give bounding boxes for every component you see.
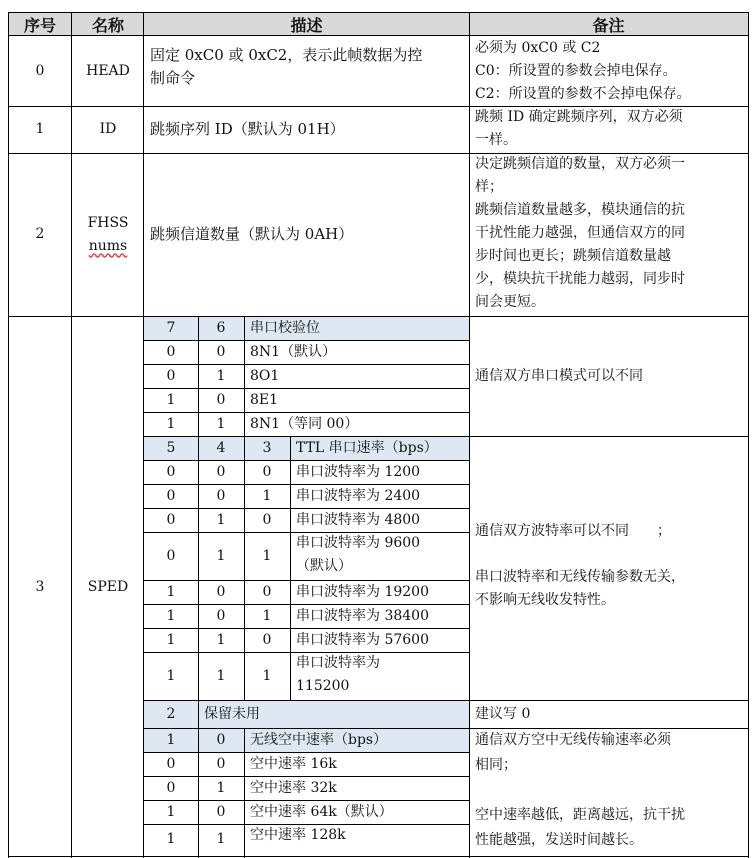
row-2-note-line: 决定跳频信道的数量，双方必须一 [475, 156, 685, 172]
grid-line [8, 35, 749, 36]
baud-cell-line: 串口波特率为 [296, 655, 380, 671]
row-2-description: 跳频信道数量（默认为 0AH） [150, 225, 354, 243]
baud-note-line: 通信双方波特率可以不同 ； [475, 523, 671, 539]
row-0-note-line: 必须为 0xC0 或 C2 [475, 40, 601, 56]
grid-line [8, 12, 9, 858]
baud-cell: 0 [216, 463, 226, 480]
baud-note [469, 436, 748, 700]
row-2-note-line: 少，模块抗干扰能力越弱，同步时 [475, 271, 685, 287]
air-cell: 0 [166, 779, 176, 796]
row-2-note [469, 153, 748, 316]
row-2-name [72, 153, 144, 316]
air-cell: 1 [166, 803, 176, 820]
baud-cell-line: （默认） [296, 558, 352, 574]
grid-line [144, 628, 469, 629]
row-2-note-line: 干扰性能力越强，但通信双方的同 [475, 225, 685, 241]
baud-cell: 0 [216, 583, 226, 600]
baud-cell: 串口波特率为 1200 [296, 463, 421, 480]
row-2-note-line: 步时间也更长；跳频信道数量越 [475, 248, 671, 264]
air-note-line: 空中速率越低，距离越远，抗干扰 [475, 807, 685, 823]
grid-line [144, 388, 469, 389]
grid-line [8, 153, 749, 154]
baud-cell-line: 115200 [296, 678, 350, 694]
parity-cell: 1 [216, 415, 226, 432]
grid-line [144, 752, 469, 753]
grid-line [469, 12, 470, 858]
baud-cell: 串口波特率为 57600 [296, 631, 429, 648]
air-note-line: 性能越强，发送时间越长。 [475, 832, 643, 848]
grid-line [144, 436, 749, 437]
grid-line [144, 364, 469, 365]
parity-cell: 8N1（等同 00） [250, 415, 359, 432]
row-1-note-line: 一样。 [475, 132, 517, 148]
baud-cell: 串口波特率为 4800 [296, 511, 421, 528]
row-0-index: 0 [35, 62, 45, 79]
parity-header-label: 串口校验位 [250, 319, 320, 336]
air-cell: 0 [216, 755, 226, 772]
parity-note: 通信双方串口模式可以不同 [475, 367, 643, 384]
parity-header-bit6: 6 [216, 319, 226, 336]
row-3-index: 3 [35, 578, 45, 595]
grid-line [144, 604, 469, 605]
baud-cell-line: 串口波特率为 9600 [296, 535, 421, 551]
parity-cell: 0 [216, 343, 226, 360]
baud-cell: 1 [166, 631, 176, 648]
grid-line [144, 340, 469, 341]
row-0-description-line1: 固定 0xC0 或 0xC2，表示此帧数据为控 [150, 46, 423, 64]
row-1-note [469, 106, 748, 153]
grid-line [144, 508, 469, 509]
parity-cell: 8O1 [250, 367, 280, 384]
baud-cell: 1 [216, 547, 226, 564]
grid-line [244, 728, 245, 858]
baud-cell: 0 [166, 547, 176, 564]
reserved-note: 建议写 0 [475, 705, 531, 722]
baud-cell [290, 652, 469, 700]
air-header-bit0: 0 [216, 731, 226, 748]
air-cell: 空中速率 128k [250, 827, 346, 843]
baud-cell: 0 [262, 631, 272, 648]
row-2-note-line: 间会更短。 [475, 294, 545, 310]
baud-cell: 0 [262, 583, 272, 600]
air-header-label: 无线空中速率（bps） [250, 731, 388, 748]
baud-cell: 1 [262, 547, 272, 564]
grid-line [144, 580, 469, 581]
baud-cell: 0 [166, 487, 176, 504]
header-note: 备注 [469, 12, 748, 36]
parity-cell: 8E1 [250, 391, 279, 408]
grid-line [144, 460, 469, 461]
baud-cell: 0 [166, 511, 176, 528]
baud-cell [290, 532, 469, 580]
row-2-note-line: 跳频信道数量越多，模块通信的抗 [475, 202, 685, 218]
row-2-index: 2 [35, 226, 45, 242]
baud-cell: 串口波特率为 19200 [296, 583, 429, 600]
grid-line [748, 12, 749, 858]
air-cell: 0 [216, 803, 226, 820]
baud-header-bit4: 4 [216, 439, 226, 456]
row-1-name: ID [99, 121, 117, 137]
baud-note-line: 串口波特率和无线传输参数无关， [475, 569, 685, 585]
parity-header-bit7: 7 [166, 319, 176, 336]
parity-cell: 0 [216, 391, 226, 408]
grid-line [8, 106, 749, 107]
air-note-line: 通信双方空中无线传输速率必须 [475, 732, 671, 748]
baud-cell: 1 [166, 583, 176, 600]
baud-header-bit3: 3 [262, 439, 272, 456]
air-note [469, 728, 748, 858]
row-1-description: 跳频序列 ID（默认为 01H） [150, 120, 345, 138]
grid-line [144, 776, 469, 777]
baud-cell: 1 [216, 667, 226, 684]
parity-cell: 1 [166, 391, 176, 408]
baud-cell: 串口波特率为 38400 [296, 607, 429, 624]
row-2-name-line1: FHSS [87, 214, 129, 231]
grid-line [198, 316, 199, 858]
row-1-index: 1 [35, 121, 45, 137]
parity-cell: 0 [166, 367, 176, 384]
grid-line [144, 700, 749, 701]
row-0-description-line2: 制命令 [150, 69, 196, 87]
air-cell: 1 [166, 831, 176, 847]
baud-cell: 0 [166, 463, 176, 480]
grid-line [143, 12, 144, 858]
grid-line [144, 532, 469, 533]
reserved-label: 保留未用 [204, 705, 260, 722]
baud-cell: 1 [262, 607, 272, 624]
row-2-name-line2: nums [88, 237, 128, 254]
baud-cell: 0 [216, 607, 226, 624]
row-1-note-line: 跳频 ID 确定跳频序列，双方必须 [475, 109, 683, 125]
baud-cell: 1 [166, 667, 176, 684]
header-name: 名称 [72, 12, 144, 36]
air-cell: 空中速率 32k [250, 779, 337, 796]
baud-cell: 1 [216, 631, 226, 648]
grid-line [144, 484, 469, 485]
baud-header-bit5: 5 [166, 439, 176, 456]
parity-cell: 1 [216, 367, 226, 384]
row-3-name: SPED [87, 578, 129, 595]
air-cell: 0 [166, 755, 176, 772]
parity-cell: 1 [166, 415, 176, 432]
air-cell: 空中速率 16k [250, 755, 337, 772]
air-cell: 1 [216, 779, 226, 796]
row-2-note-line: 样； [475, 179, 503, 195]
row-0-note [469, 37, 748, 106]
grid-line [8, 12, 749, 13]
air-note-line: 相同； [475, 757, 517, 773]
air-cell: 空中速率 64k（默认） [250, 803, 393, 820]
baud-cell: 0 [216, 487, 226, 504]
baud-cell: 1 [262, 667, 272, 684]
row-0-note-line: C0：所设置的参数会掉电保存。 [475, 63, 677, 79]
parity-cell: 0 [166, 343, 176, 360]
header-index: 序号 [8, 12, 72, 36]
row-0-note-line: C2：所设置的参数不会掉电保存。 [475, 86, 691, 102]
grid-line [290, 436, 291, 700]
row-0-description [144, 44, 469, 100]
grid-line [8, 856, 749, 857]
reserved-bit: 2 [166, 705, 176, 722]
baud-cell: 0 [262, 511, 272, 528]
grid-line [144, 824, 469, 825]
baud-cell: 1 [166, 607, 176, 624]
baud-note-line: 不影响无线收发特性。 [475, 592, 615, 608]
air-cell: 1 [216, 831, 226, 847]
baud-cell: 串口波特率为 2400 [296, 487, 421, 504]
row-0-name: HEAD [86, 62, 130, 79]
baud-cell: 0 [262, 463, 272, 480]
grid-line [144, 412, 469, 413]
parity-cell: 8N1（默认） [250, 343, 337, 360]
grid-line [244, 316, 245, 700]
header-description: 描述 [144, 12, 469, 36]
baud-cell: 1 [262, 487, 272, 504]
baud-header-label: TTL 串口速率（bps） [296, 439, 438, 456]
grid-line [144, 800, 469, 801]
baud-cell: 1 [216, 511, 226, 528]
grid-line [8, 316, 749, 317]
grid-line [144, 728, 749, 729]
grid-line [71, 12, 72, 858]
air-header-bit1: 1 [166, 731, 176, 748]
grid-line [144, 652, 469, 653]
